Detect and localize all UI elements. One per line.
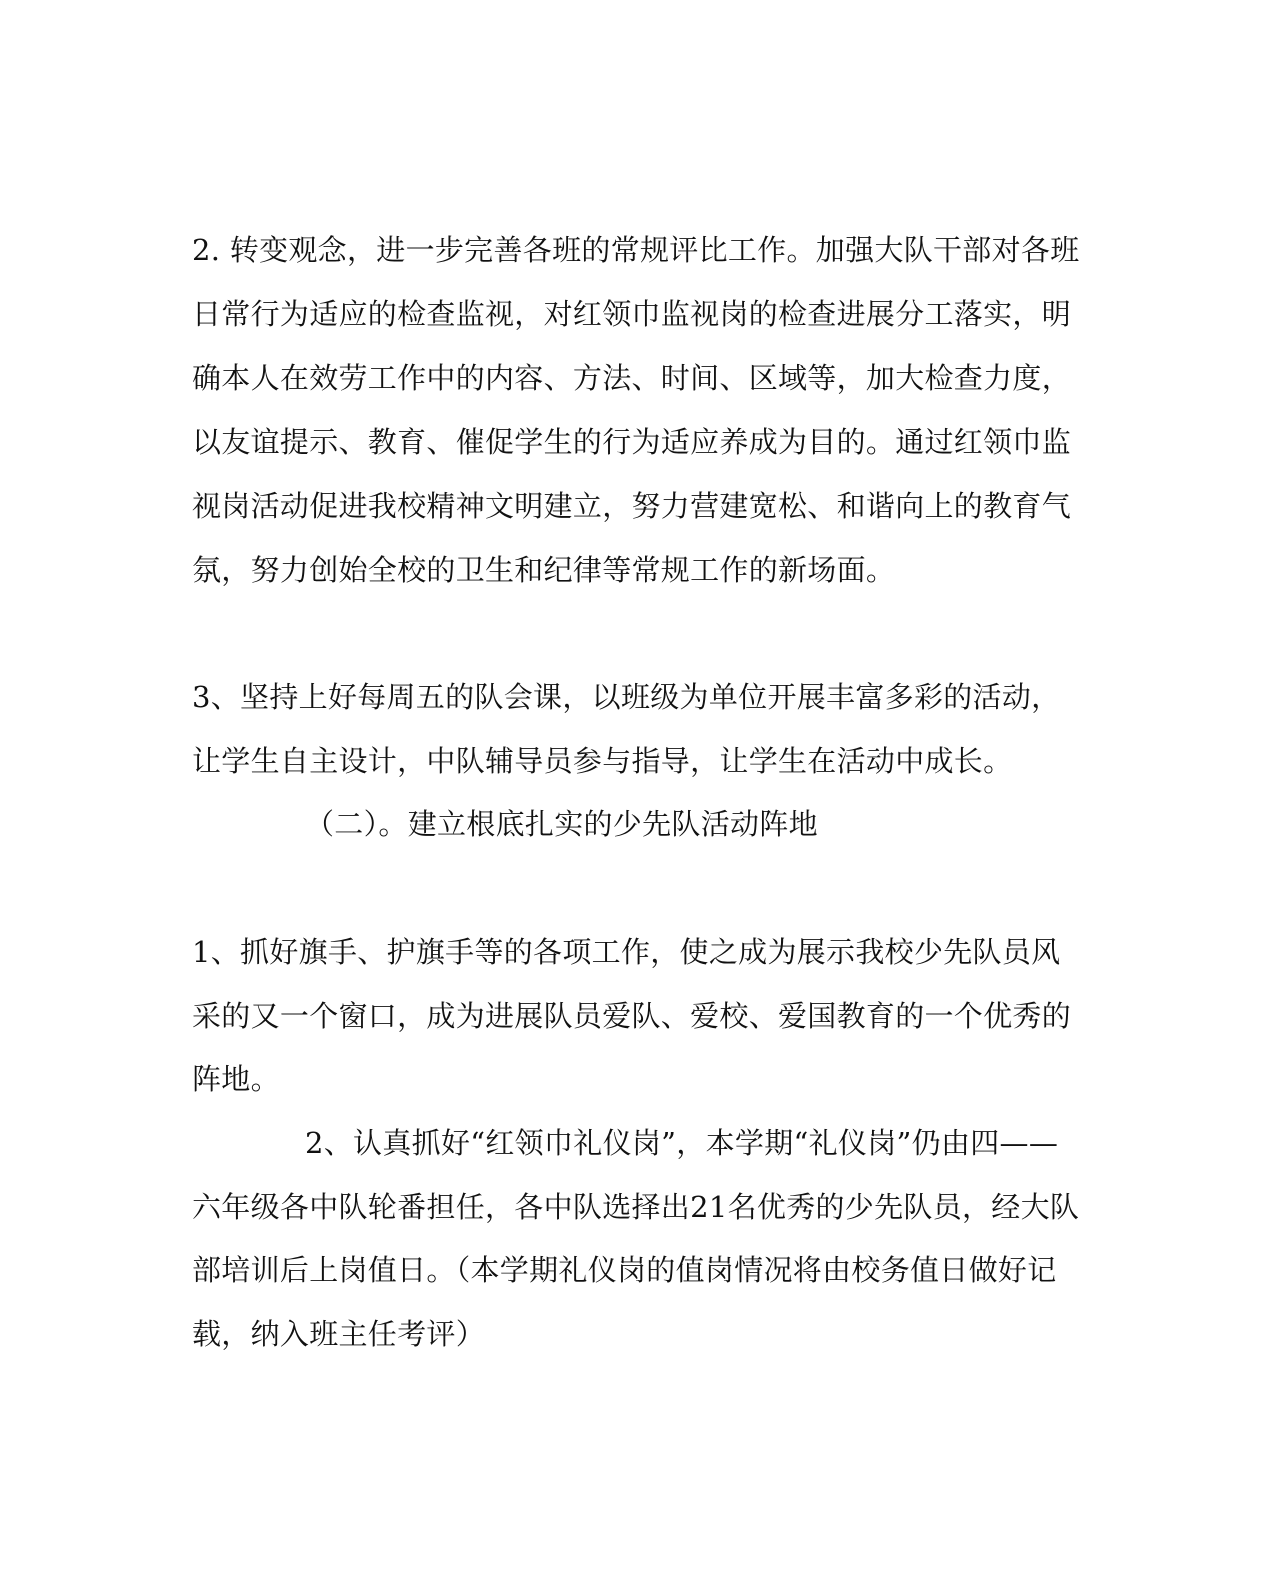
paragraph-2-line-6: 氛，努力创始全校的卫生和纪律等常规工作的新场面。 <box>192 553 896 587</box>
paragraph-3-line-1: 3、坚持上好每周五的队会课，以班级为单位开展丰富多彩的活动， <box>192 680 1061 714</box>
paragraph-2-line-1: 2. 转变观念，进一步完善各班的常规评比工作。加强大队干部对各班 <box>192 233 1080 267</box>
item-1-line-2: 采的又一个窗口，成为进展队员爱队、爱校、爱国教育的一个优秀的 <box>192 999 1072 1033</box>
item-2-line-4: 载，纳入班主任考评） <box>192 1317 486 1351</box>
item-1-line-3: 阵地。 <box>192 1062 280 1096</box>
item-2-line-1: 2、认真抓好“红领巾礼仪岗”，本学期“礼仪岗”仍由四—— <box>305 1126 1059 1160</box>
item-2-line-2: 六年级各中队轮番担任，各中队选择出21名优秀的少先队员，经大队 <box>192 1190 1080 1224</box>
paragraph-2-line-3: 确本人在效劳工作中的内容、方法、时间、区域等，加大检查力度， <box>192 361 1072 395</box>
section-heading: （二）。建立根底扎实的少先队活动阵地 <box>305 807 818 841</box>
paragraph-3-line-2: 让学生自主设计，中队辅导员参与指导，让学生在活动中成长。 <box>192 744 1013 778</box>
item-1-line-1: 1、抓好旗手、护旗手等的各项工作，使之成为展示我校少先队员风 <box>192 935 1061 969</box>
paragraph-2-line-2: 日常行为适应的检查监视，对红领巾监视岗的检查进展分工落实，明 <box>192 297 1072 331</box>
paragraph-2-line-5: 视岗活动促进我校精神文明建立，努力营建宽松、和谐向上的教育气 <box>192 489 1072 523</box>
item-2-line-3: 部培训后上岗值日。（本学期礼仪岗的值岗情况将由校务值日做好记 <box>192 1253 1057 1287</box>
paragraph-2-line-4: 以友谊提示、教育、催促学生的行为适应养成为目的。通过红领巾监 <box>192 425 1072 459</box>
